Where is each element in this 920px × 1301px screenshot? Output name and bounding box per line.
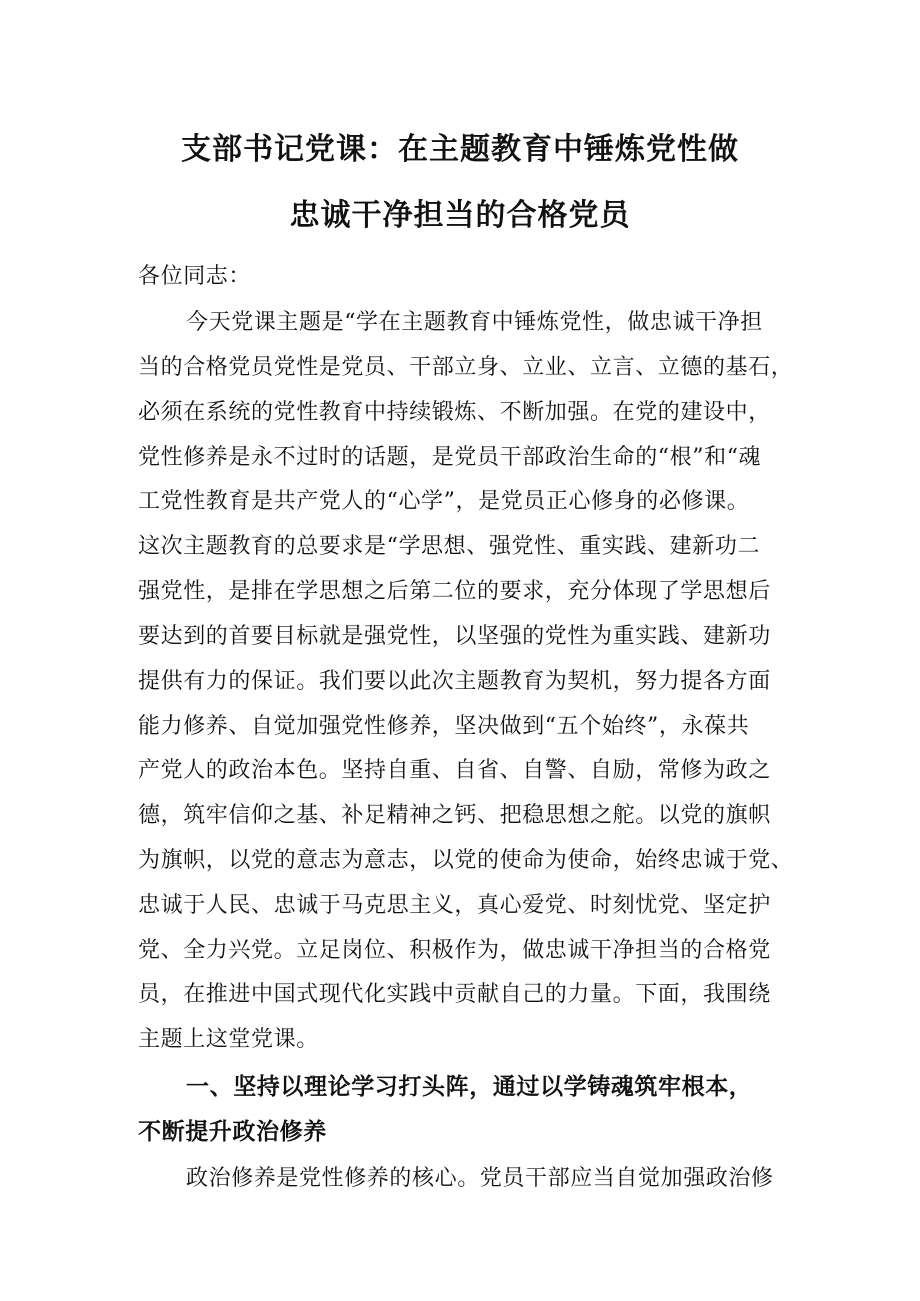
salutation: 各位同志： (138, 264, 252, 289)
paragraph-line: 提供有力的保证。我们要以此次主题教育为契机，努力提各方面 (138, 669, 771, 694)
paragraph-line: 德，筑牢信仰之基、补足精神之钙、把稳思想之舵。以党的旗帜 (138, 803, 771, 828)
paragraph-line: 当的合格党员党性是党员、干部立身、立业、立言、立德的基石， (138, 355, 794, 380)
section-heading-line-2: 不断提升政治修养 (138, 1119, 327, 1145)
document-title-line-1: 支部书记党课：在主题教育中锤炼党性做 (181, 132, 739, 167)
paragraph-line: 党、全力兴党。立足岗位、积极作为，做忠诚干净担当的合格党 (138, 938, 771, 963)
section-heading-line-1: 一、坚持以理论学习打头阵，通过以学铸魂筑牢根本， (186, 1074, 753, 1100)
paragraph-line: 党性修养是永不过时的话题，是党员干部政治生命的“根”和“魂 (138, 445, 762, 470)
paragraph-line: 工党性教育是共产党人的“心学”，是党员正心修身的必修课。 (138, 489, 750, 514)
paragraph-line: 员，在推进中国式现代化实践中贡献自己的力量。下面，我围绕 (138, 982, 771, 1007)
paragraph-line: 能力修养、自觉加强党性修养，坚决做到“五个始终”，永葆共 (138, 714, 750, 739)
document-title-line-2: 忠诚干净担当的合格党员 (289, 198, 631, 233)
paragraph-line: 产党人的政治本色。坚持自重、自省、自警、自励，常修为政之 (138, 758, 771, 783)
paragraph-line: 这次主题教育的总要求是“学思想、强党性、重实践、建新功二 (138, 534, 761, 559)
paragraph-line: 为旗帜，以党的意志为意志，以党的使命为使命，始终忠诚于党、 (138, 848, 794, 873)
paragraph-line: 要达到的首要目标就是强党性，以坚强的党性为重实践、建新功 (138, 624, 771, 649)
paragraph-line: 今天党课主题是“学在主题教育中锤炼党性，做忠诚干净担 (186, 310, 763, 335)
paragraph-line: 必须在系统的党性教育中持续锻炼、不断加强。在党的建设中， (138, 400, 771, 425)
paragraph-line: 忠诚于人民、忠诚于马克思主义，真心爱党、时刻忧党、坚定护 (138, 893, 771, 918)
paragraph-line: 主题上这堂党课。 (138, 1027, 319, 1052)
paragraph-line: 强党性，是排在学思想之后第二位的要求，充分体现了学思想后 (138, 579, 771, 604)
paragraph-line: 政治修养是党性修养的核心。党员干部应当自觉加强政治修 (186, 1166, 774, 1191)
